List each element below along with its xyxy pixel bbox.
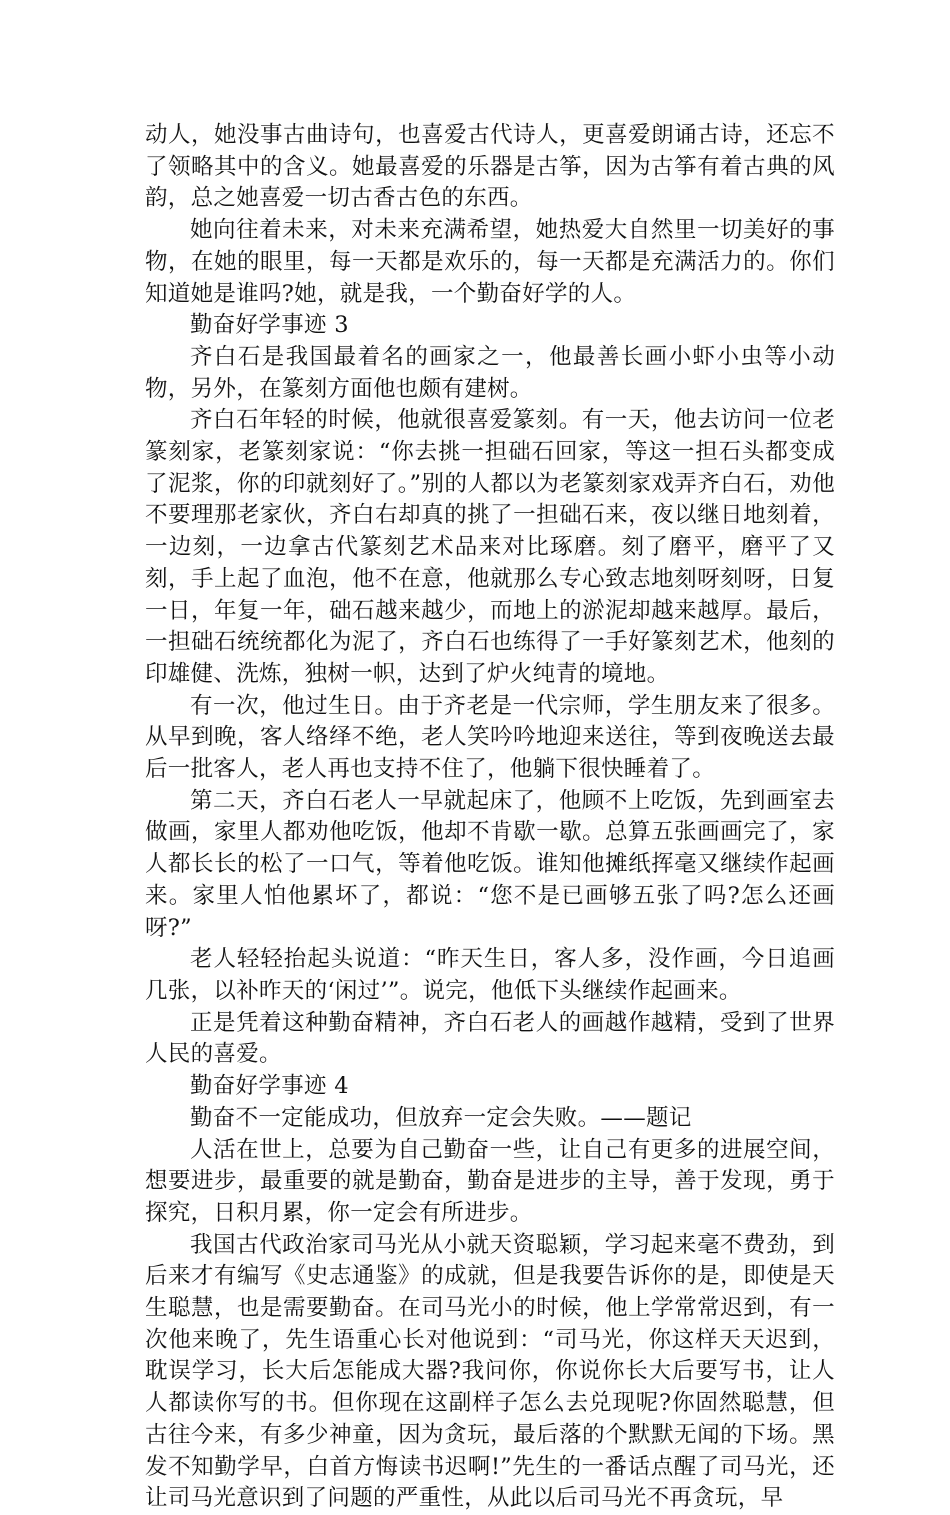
- paragraph-10: 我国古代政治家司马光从小就天资聪颖，学习起来毫不费劲，到后来才有编写《史志通鉴》的成就，但是我要告诉你的是，即使是天生聪慧，也是需要勤奋。在司马光小的时候，他上学常常迟到，有一次他来晚了，先生语重心长对他说到：“司马光，你这样天天迟到，耽误学习，长大后怎能成大器?我问你，你说你长大后要写书，让人人都读你写的书。但你现在这副样子怎么去兑现呢?你固然聪慧，但古往今来，有多少神童，因为贪玩，最后落的个默默无闻的下场。黑发不知勤学早，白首方悔读书迟啊!”先生的一番话点醒了司马光，还让司马光意识到了问题的严重性，从此以后司马光不再贪玩，早: [145, 1231, 835, 1512]
- paragraph-8: 正是凭着这种勤奋精神，齐白石老人的画越作越精，受到了世界人民的喜爱。: [145, 1009, 835, 1068]
- paragraph-2: 她向往着未来，对未来充满希望，她热爱大自然里一切美好的事物，在她的眼里，每一天都是欢乐的，每一天都是充满活力的。你们知道她是谁吗?她，就是我，一个勤奋好学的人。: [145, 217, 835, 307]
- epigraph: 勤奋不一定能成功，但放弃一定会失败。——题记: [190, 1104, 692, 1131]
- section-heading-3: 勤奋好学事迹 3: [190, 312, 349, 339]
- paragraph-4: 齐白石年轻的时候，他就很喜爱篆刻。有一天，他去访问一位老篆刻家，老篆刻家说：“你去挑一担础石回家，等这一担石头都变成了泥浆，你的印就刻好了。”别的人都以为老篆刻家戏弄齐白石，劝他不要理那老家伙，齐白右却真的挑了一担础石来，夜以继日地刻着，一边刻，一边拿古代篆刻艺术品来对比琢磨。刻了磨平，磨平了又刻，手上起了血泡，他不在意，他就那么专心致志地刻呀刻呀，日复一日，年复一年，础石越来越少，而地上的淤泥却越来越厚。最后，一担础石统统都化为泥了，齐白石也练得了一手好篆刻艺术，他刻的印雄健、洗炼，独树一帜，达到了炉火纯青的境地。: [145, 407, 835, 687]
- paragraph-6: 第二天，齐白石老人一早就起床了，他顾不上吃饭，先到画室去做画，家里人都劝他吃饭，他却不肯歇一歇。总算五张画画完了，家人都长长的松了一口气，等着他吃饭。谁知他摊纸挥毫又继续作起画来。家里人怕他累坏了，都说：“您不是已画够五张了吗?怎么还画呀?”: [145, 787, 835, 941]
- paragraph-1: 动人，她没事古曲诗句，也喜爱古代诗人，更喜爱朗诵古诗，还忘不了领略其中的含义。她最喜爱的乐器是古筝，因为古筝有着古典的风韵，总之她喜爱一切古香古色的东西。: [145, 122, 835, 212]
- paragraph-3: 齐白石是我国最着名的画家之一，他最善长画小虾小虫等小动物，另外，在篆刻方面他也颇有建树。: [145, 343, 835, 402]
- paragraph-7: 老人轻轻抬起头说道：“昨天生日，客人多，没作画，今日追画几张，以补昨天的‘闲过’”。说完，他低下头继续作起画来。: [145, 946, 835, 1004]
- paragraph-5: 有一次，他过生日。由于齐老是一代宗师，学生朋友来了很多。从早到晚，客人络绎不绝，老人笑吟吟地迎来送往，等到夜晚送去最后一批客人，老人再也支持不住了，他躺下很快睡着了。: [145, 692, 835, 783]
- document-body: [145, 120, 835, 1515]
- section-heading-4: 勤奋好学事迹 4: [190, 1073, 349, 1100]
- paragraph-9: 人活在世上，总要为自己勤奋一些，让自己有更多的进展空间，想要进步，最重要的就是勤奋，勤奋是进步的主导，善于发现，勇于探究，日积月累，你一定会有所进步。: [145, 1136, 835, 1226]
